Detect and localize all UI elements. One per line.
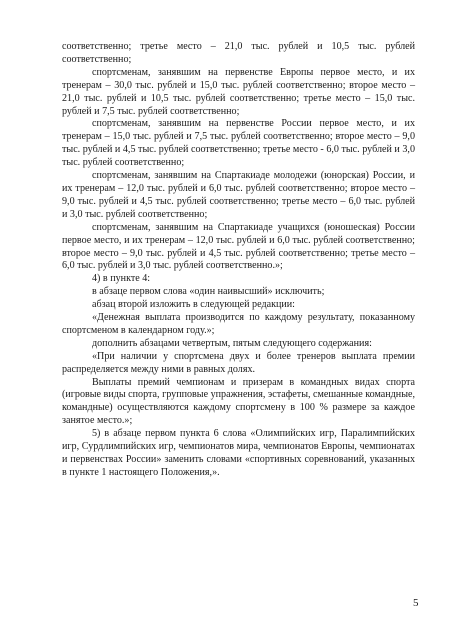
paragraph-add-fourth-fifth: дополнить абзацами четвертым, пятым следующего содержания:	[92, 337, 372, 349]
paragraph-item-4: 4) в пункте 4:	[92, 273, 151, 285]
paragraph-continuation: соответственно; третье место – 21,0 тыс. рублей и 10,5 тыс. рублей соответственно;	[62, 41, 415, 65]
document-body	[62, 41, 415, 480]
paragraph-russia-championship: спортсменам, занявшим на первенстве России первое место, и их тренерам – 15,0 тыс. рублей и 7,5 тыс. рублей соответственно; второе место – 9,0 тыс. рублей и 4,5 тыс. рублей соответственно; третье место - 6,0 тыс. рублей и 3,0 тыс. рублей соответственно;	[62, 118, 415, 169]
paragraph-youth-spartakiad: спортсменам, занявшим на Спартакиаде молодежи (юнорская) России, и их тренерам – 12,0 тыс. рублей и 6,0 тыс. рублей соответственно; второе место – 9,0 тыс. рублей и 4,5 тыс. рублей соответственно; третье место – 6,0 тыс. рублей и 3,0 тыс. рублей соответственно;	[62, 170, 415, 220]
paragraph-team-sports: Выплаты премий чемпионам и призерам в командных видах спорта (игровые виды спорта, групповые упражнения, эстафеты, смешанные командные, командные) осуществляются каждому спортсмену в 100 % размере за каждое занятое место.»;	[62, 376, 415, 427]
paragraph-two-coaches: «При наличии у спортсмена двух и более тренеров выплата премии распределяется между ними в равных долях.	[62, 350, 415, 375]
paragraph-europe-championship: спортсменам, занявшим на первенстве Европы первое место, и их тренерам – 30,0 тыс. рублей и 15,0 тыс. рублей соответственно; второе место – 21,0 тыс. рублей и 10,5 тыс. рублей соответственно; третье место – 15,0 тыс. рублей и 7,5 тыс. рублей соответственно;	[62, 66, 415, 117]
paragraph-item-5: 5) в абзаце первом пункта 6 слова «Олимпийских игр, Паралимпийских игр, Сурдлимпийских игр, чемпионатов мира, чемпионатов Европы, чемпионатах и первенствах России» заменить словами «спортивных соревнований, указанных в пункте 1 настоящего Положения,».	[62, 428, 415, 478]
page-number: 5	[413, 597, 419, 609]
paragraph-exclude-words: в абзаце первом слова «один наивысший» исключить;	[92, 286, 325, 298]
paragraph-second-para-edit: абзац второй изложить в следующей редакции:	[92, 299, 295, 311]
paragraph-student-spartakiad: спортсменам, занявшим на Спартакиаде учащихся (юношеская) России первое место, и их тренерам – 12,0 тыс. рублей и 6,0 тыс. рублей соответственно; второе место – 9,0 тыс. рублей и 4,5 тыс. рублей соответственно; третье место – 6,0 тыс. рублей и 3,0 тыс. рублей соответственно.»;	[62, 221, 415, 272]
paragraph-cash-payment: «Денежная выплата производится по каждому результату, показанному спортсменом в календарном году.»;	[62, 312, 415, 336]
